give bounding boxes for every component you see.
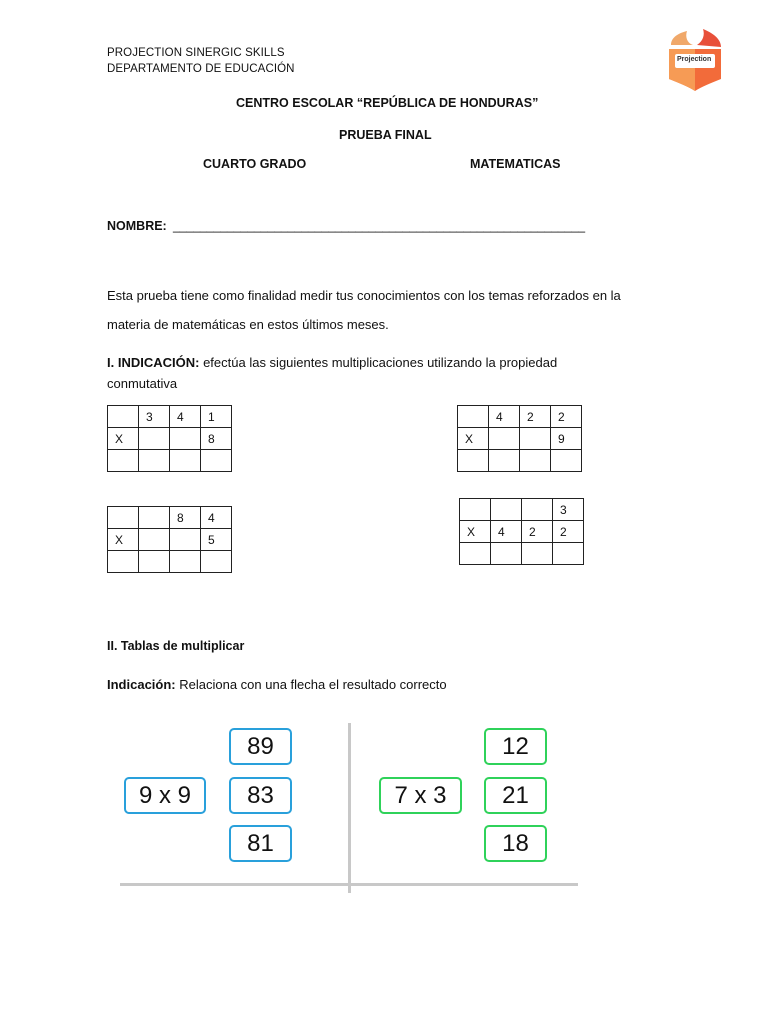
answer-cell[interactable] bbox=[520, 450, 551, 472]
table-cell bbox=[460, 499, 491, 521]
answer-cell[interactable] bbox=[139, 450, 170, 472]
logo-text: Projection bbox=[677, 56, 712, 63]
answer-cell[interactable] bbox=[460, 543, 491, 565]
answer-cell[interactable] bbox=[551, 450, 582, 472]
table-cell bbox=[139, 507, 170, 529]
answer-cell[interactable] bbox=[170, 428, 201, 450]
table-cell bbox=[108, 507, 139, 529]
right-problem-box[interactable]: 7 x 3 bbox=[379, 777, 462, 814]
section1-instruction-cont: conmutativa bbox=[107, 376, 178, 391]
section2-instruction bbox=[107, 677, 447, 692]
answer-cell[interactable] bbox=[201, 551, 232, 573]
table-cell: 2 bbox=[553, 521, 584, 543]
exam-title: PRUEBA FINAL bbox=[339, 128, 432, 142]
subject-label: MATEMATICAS bbox=[470, 157, 561, 171]
right-option-1[interactable]: 12 bbox=[484, 728, 547, 765]
table-cell: 2 bbox=[551, 406, 582, 428]
table-cell: 4 bbox=[489, 406, 520, 428]
section1-instruction-text: efectúa las siguientes multiplicaciones utilizando la propiedad bbox=[199, 355, 558, 370]
table-cell: X bbox=[458, 428, 489, 450]
table-cell: 3 bbox=[553, 499, 584, 521]
answer-cell[interactable] bbox=[458, 450, 489, 472]
table-cell: 4 bbox=[491, 521, 522, 543]
left-option-2[interactable]: 83 bbox=[229, 777, 292, 814]
table-cell: 8 bbox=[170, 507, 201, 529]
left-problem-box[interactable]: 9 x 9 bbox=[124, 777, 206, 814]
org-name: PROJECTION SINERGIC SKILLS bbox=[107, 47, 285, 59]
multiplication-table-1 bbox=[107, 405, 232, 472]
right-option-3[interactable]: 18 bbox=[484, 825, 547, 862]
table-cell bbox=[458, 406, 489, 428]
answer-cell[interactable] bbox=[170, 450, 201, 472]
department-name: DEPARTAMENTO DE EDUCACIÓN bbox=[107, 63, 295, 75]
multiplication-table-2 bbox=[457, 405, 582, 472]
answer-cell[interactable] bbox=[553, 543, 584, 565]
table-cell: X bbox=[108, 428, 139, 450]
section2-instruction-label: Indicación: bbox=[107, 677, 176, 692]
table-cell bbox=[522, 499, 553, 521]
table-cell bbox=[108, 406, 139, 428]
answer-cell[interactable] bbox=[201, 450, 232, 472]
left-option-1[interactable]: 89 bbox=[229, 728, 292, 765]
table-cell: 4 bbox=[201, 507, 232, 529]
answer-cell[interactable] bbox=[108, 450, 139, 472]
table-cell: 2 bbox=[522, 521, 553, 543]
section1-heading: I. INDICACIÓN: bbox=[107, 355, 200, 370]
grade-label: CUARTO GRADO bbox=[203, 157, 307, 171]
answer-cell[interactable] bbox=[520, 428, 551, 450]
answer-cell[interactable] bbox=[489, 450, 520, 472]
intro-line-1: Esta prueba tiene como finalidad medir tus conocimientos con los temas reforzados en la bbox=[107, 288, 621, 303]
table-cell: 2 bbox=[520, 406, 551, 428]
vertical-divider bbox=[348, 723, 351, 893]
school-title: CENTRO ESCOLAR “REPÚBLICA DE HONDURAS” bbox=[236, 96, 539, 110]
horizontal-divider bbox=[120, 883, 578, 886]
table-cell: 1 bbox=[201, 406, 232, 428]
table-cell: 5 bbox=[201, 529, 232, 551]
table-cell bbox=[491, 499, 522, 521]
answer-cell[interactable] bbox=[489, 428, 520, 450]
projection-logo bbox=[665, 27, 725, 93]
multiplication-table-3 bbox=[107, 506, 232, 573]
name-input-line[interactable]: _____________________________________________________________ bbox=[173, 219, 585, 233]
left-option-3[interactable]: 81 bbox=[229, 825, 292, 862]
section2-heading: II. Tablas de multiplicar bbox=[107, 639, 245, 653]
intro-line-2: materia de matemáticas en estos últimos meses. bbox=[107, 317, 389, 332]
multiplication-table-4 bbox=[459, 498, 584, 565]
section2-instruction-text: Relaciona con una flecha el resultado correcto bbox=[175, 677, 447, 692]
right-option-2[interactable]: 21 bbox=[484, 777, 547, 814]
answer-cell[interactable] bbox=[170, 529, 201, 551]
answer-cell[interactable] bbox=[139, 529, 170, 551]
table-cell: 8 bbox=[201, 428, 232, 450]
table-cell: 9 bbox=[551, 428, 582, 450]
answer-cell[interactable] bbox=[170, 551, 201, 573]
table-cell: 4 bbox=[170, 406, 201, 428]
answer-cell[interactable] bbox=[108, 551, 139, 573]
answer-cell[interactable] bbox=[139, 551, 170, 573]
table-cell: X bbox=[108, 529, 139, 551]
section1-instruction bbox=[107, 355, 557, 370]
answer-cell[interactable] bbox=[491, 543, 522, 565]
answer-cell[interactable] bbox=[522, 543, 553, 565]
table-cell: 3 bbox=[139, 406, 170, 428]
name-label: NOMBRE: bbox=[107, 219, 167, 233]
table-cell: X bbox=[460, 521, 491, 543]
answer-cell[interactable] bbox=[139, 428, 170, 450]
